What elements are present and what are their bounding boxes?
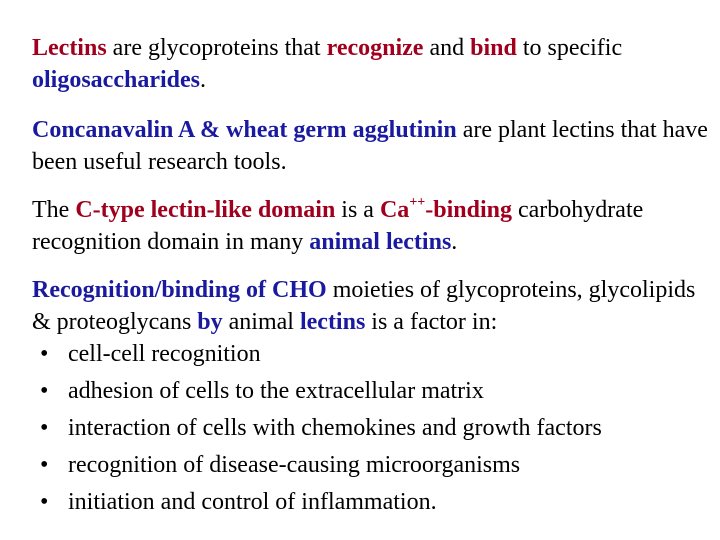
term-by: by xyxy=(197,309,223,335)
term-recognition-binding: Recognition/binding of CHO xyxy=(32,277,327,303)
list-item-text: adhesion of cells to the extracellular matrix xyxy=(68,378,484,404)
bullet-icon: • xyxy=(40,415,49,441)
bullet-icon: • xyxy=(40,378,49,404)
text-run: is a xyxy=(335,197,380,223)
list-item xyxy=(32,486,708,523)
list-item-text: cell-cell recognition xyxy=(68,341,261,367)
text-run: are plant lectins that have been useful research tools. xyxy=(32,117,708,175)
term-ca: Ca xyxy=(379,197,410,223)
text-run: The xyxy=(32,197,76,223)
term-binding: -binding xyxy=(425,197,512,223)
text-run: to specific xyxy=(516,35,623,61)
list-item xyxy=(32,412,708,449)
factor-list xyxy=(32,338,708,523)
term-ca-superscript: ++ xyxy=(409,195,426,210)
text-run: . xyxy=(200,67,206,93)
term-recognize: recognize xyxy=(326,35,424,61)
bullet-icon: • xyxy=(40,452,49,478)
paragraph-plant-lectins xyxy=(32,114,708,178)
term-c-type-domain: C-type lectin-like domain xyxy=(75,197,336,223)
term-oligosaccharides: oligosaccharides xyxy=(32,67,200,93)
text-run: moieties of glycoproteins, glycolipids & proteoglycans xyxy=(32,277,696,335)
bullet-icon: • xyxy=(40,341,49,367)
paragraph-recognition-factors xyxy=(32,274,708,523)
paragraph-c-type-domain xyxy=(32,194,708,258)
term-concanavalin-wheat-germ: Concanavalin A & wheat germ agglutinin xyxy=(32,117,457,143)
term-animal-lectins: animal lectins xyxy=(309,229,452,255)
text-run: are glycoproteins that xyxy=(106,35,327,61)
paragraph-lectins xyxy=(32,32,708,96)
list-item xyxy=(32,338,708,375)
term-lectins: Lectins xyxy=(32,35,107,61)
paragraph-lead xyxy=(32,274,708,338)
text-run: is a factor in: xyxy=(365,309,498,335)
list-item xyxy=(32,449,708,486)
bullet-icon: • xyxy=(40,489,49,515)
list-item-text: interaction of cells with chemokines and growth factors xyxy=(68,415,602,441)
list-item-text: initiation and control of inflammation. xyxy=(68,489,437,515)
text-run: and xyxy=(423,35,471,61)
text-run: animal xyxy=(222,309,300,335)
term-lectins: lectins xyxy=(299,309,366,335)
list-item xyxy=(32,375,708,412)
text-run: carbohydrate recognition domain in many xyxy=(32,197,644,255)
term-bind: bind xyxy=(470,35,517,61)
text-run: . xyxy=(451,229,458,255)
list-item-text: recognition of disease-causing microorganisms xyxy=(68,452,521,478)
